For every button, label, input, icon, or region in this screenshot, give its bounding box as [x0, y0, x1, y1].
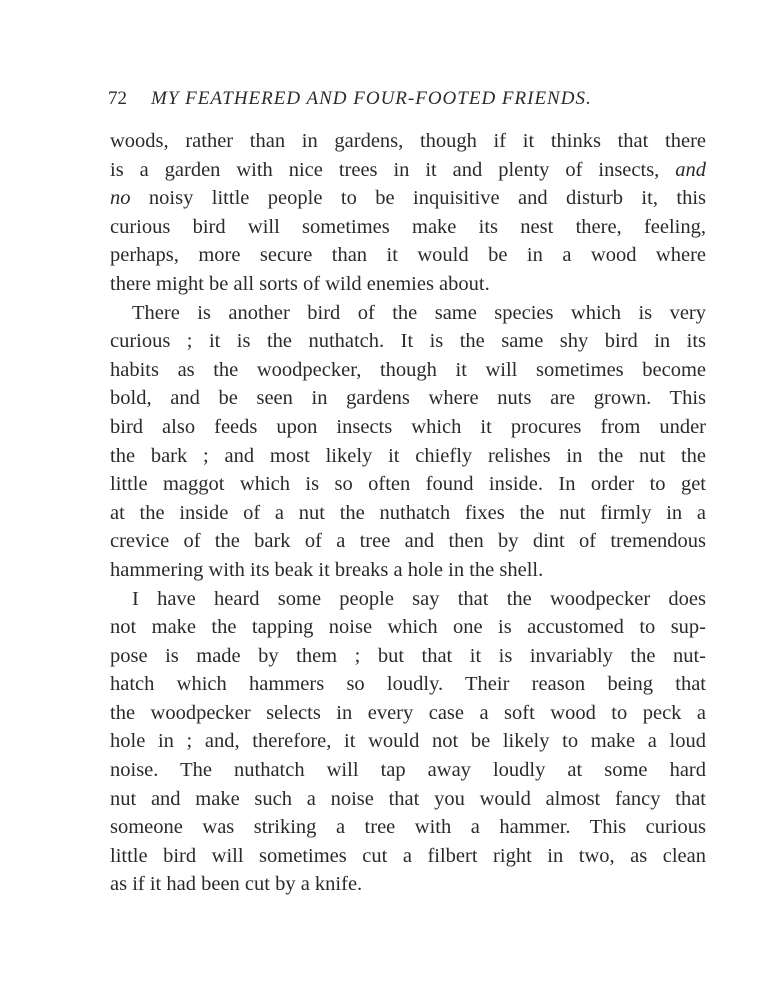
text-line: the bark ; and most likely it chiefly relishes in the nut the — [110, 444, 706, 467]
text-line: curious ; it is the nuthatch. It is the same shy bird in its — [110, 330, 706, 353]
text-line: hammering with its beak it breaks a hole in the shell. — [110, 558, 544, 581]
text-line: there might be all sorts of wild enemies about. — [110, 272, 490, 295]
text-line: perhaps, more secure than it would be in a wood where — [110, 244, 706, 267]
text-line: There is another bird of the same species which is very — [132, 301, 706, 324]
text-line: hatch which hammers so loudly. Their reason being that — [110, 673, 706, 696]
text-line: pose is made by them ; but that it is invariably the nut- — [110, 644, 706, 667]
page-number: 72 — [108, 88, 127, 109]
italic-word: and — [675, 158, 706, 181]
text-line: little maggot which is so often found inside. In order to get — [110, 473, 706, 496]
text-line: bold, and be seen in gardens where nuts are grown. This — [110, 387, 706, 410]
text-line: nut and make such a noise that you would almost fancy that — [110, 787, 706, 810]
text-line: someone was striking a tree with a hammer. This curious — [110, 816, 706, 839]
text-line: the woodpecker selects in every case a soft wood to peck a — [110, 701, 706, 724]
text-line: no noisy little people to be inquisitive and disturb it, this — [110, 187, 706, 210]
body-text — [110, 127, 706, 899]
text-line: not make the tapping noise which one is accustomed to sup- — [110, 616, 706, 639]
text-line: crevice of the bark of a tree and then by dint of tremendous — [110, 530, 706, 553]
text-line: I have heard some people say that the woodpecker does — [132, 587, 706, 610]
text-line: habits as the woodpecker, though it will sometimes become — [110, 358, 706, 381]
italic-word: no — [110, 187, 131, 210]
text-line: hole in ; and, therefore, it would not be likely to make a loud — [110, 730, 706, 753]
running-head — [108, 88, 668, 116]
text-line: noise. The nuthatch will tap away loudly at some hard — [110, 759, 706, 782]
text-line: is a garden with nice trees in it and plenty of insects, and — [110, 158, 706, 181]
text-line: bird also feeds upon insects which it procures from under — [110, 415, 706, 438]
text-line: as if it had been cut by a knife. — [110, 873, 363, 896]
text-line: at the inside of a nut the nuthatch fixes the nut firmly in a — [110, 501, 706, 524]
text-line: curious bird will sometimes make its nest there, feeling, — [110, 215, 706, 238]
book-title: MY FEATHERED AND FOUR-FOOTED FRIENDS. — [151, 88, 592, 109]
text-line: little bird will sometimes cut a filbert right in two, as clean — [110, 844, 706, 867]
text-line: woods, rather than in gardens, though if it thinks that there — [110, 130, 706, 152]
